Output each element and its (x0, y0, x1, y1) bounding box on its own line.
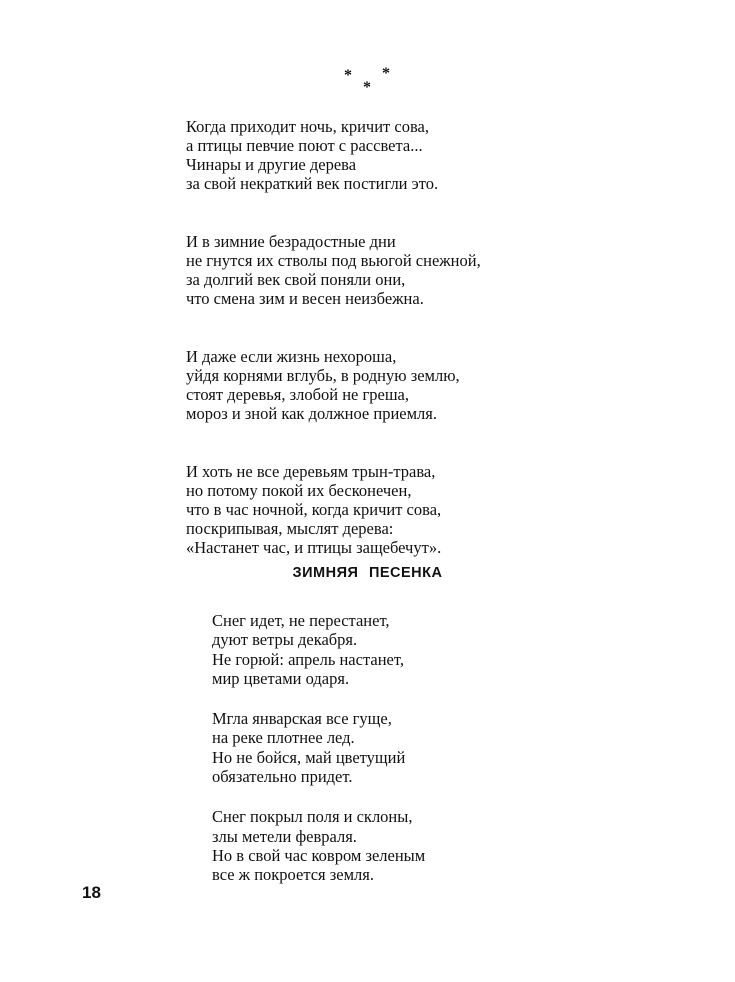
poem-line: что смена зим и весен неизбежна. (186, 289, 424, 308)
poem-line: Не горюй: апрель настанет, (212, 649, 404, 669)
poem-line: Но в свой час ковром зеленым (212, 845, 426, 865)
poem-line: Мгла январская все гуще, (212, 709, 392, 729)
poem-line: поскрипывая, мыслят дерева: (186, 519, 394, 538)
poem-line: И хоть не все деревьям трын-трава, (186, 462, 436, 481)
poem1-stanza-1 (186, 117, 481, 193)
poem-line: Когда приходит ночь, кричит сова, (186, 117, 429, 136)
poem-line: все ж покроется земля. (212, 865, 374, 885)
poem-line: И даже если жизнь нехороша, (186, 347, 397, 366)
asterism-divider (344, 66, 394, 96)
poem-line: дуют ветры декабря. (212, 630, 358, 650)
poem-line: мир цветами одаря. (212, 668, 350, 688)
poem-title (0, 565, 735, 581)
poem-line: мороз и зной как должное приемля. (186, 404, 437, 423)
poem1-stanza-2 (186, 232, 481, 308)
poem2-stanza-2 (212, 709, 425, 786)
poem-line: Снег идет, не перестанет, (212, 611, 390, 630)
poem-line: уйдя корнями вглубь, в родную землю, (186, 366, 460, 385)
poem-line: на реке плотнее лед. (212, 728, 355, 748)
poem-line: за долгий век свой поняли они, (186, 270, 406, 289)
poem-line: обязательно придет. (212, 767, 353, 787)
poem1-stanza-4 (186, 462, 481, 557)
poem-line: «Настанет час, и птицы защебечут». (186, 538, 442, 557)
asterism-star-2: * (363, 79, 371, 96)
winter-song-poem (212, 611, 425, 906)
poem-line: не гнутся их стволы под вьюгой снежной, (186, 251, 481, 270)
poem-line: И в зимние безрадостные дни (186, 232, 396, 251)
poem-line: а птицы певчие поют с рассвета... (186, 136, 423, 155)
poem-line: злы метели февраля. (212, 826, 357, 846)
poem2-stanza-3 (212, 807, 425, 884)
poem-line: Снег покрыл поля и склоны, (212, 807, 413, 827)
poem-line: Но не бойся, май цветущий (212, 747, 406, 767)
poem-line: что в час ночной, когда кричит сова, (186, 500, 442, 519)
poem1-stanza-3 (186, 347, 481, 423)
poem-line: но потому покой их бесконечен, (186, 481, 412, 500)
untitled-poem (186, 117, 481, 596)
asterism-star-3: * (382, 65, 390, 82)
asterism-star-1: * (344, 67, 352, 84)
page-number: 18 (82, 883, 101, 902)
poem-line: стоят деревья, злобой не греша, (186, 385, 409, 404)
poem-line: за свой некраткий век постигли это. (186, 174, 439, 193)
poem2-stanza-1 (212, 611, 425, 688)
poem-line: Чинары и другие дерева (186, 155, 357, 174)
poem-title-text: ЗИМНЯЯ ПЕСЕНКА (292, 565, 443, 581)
